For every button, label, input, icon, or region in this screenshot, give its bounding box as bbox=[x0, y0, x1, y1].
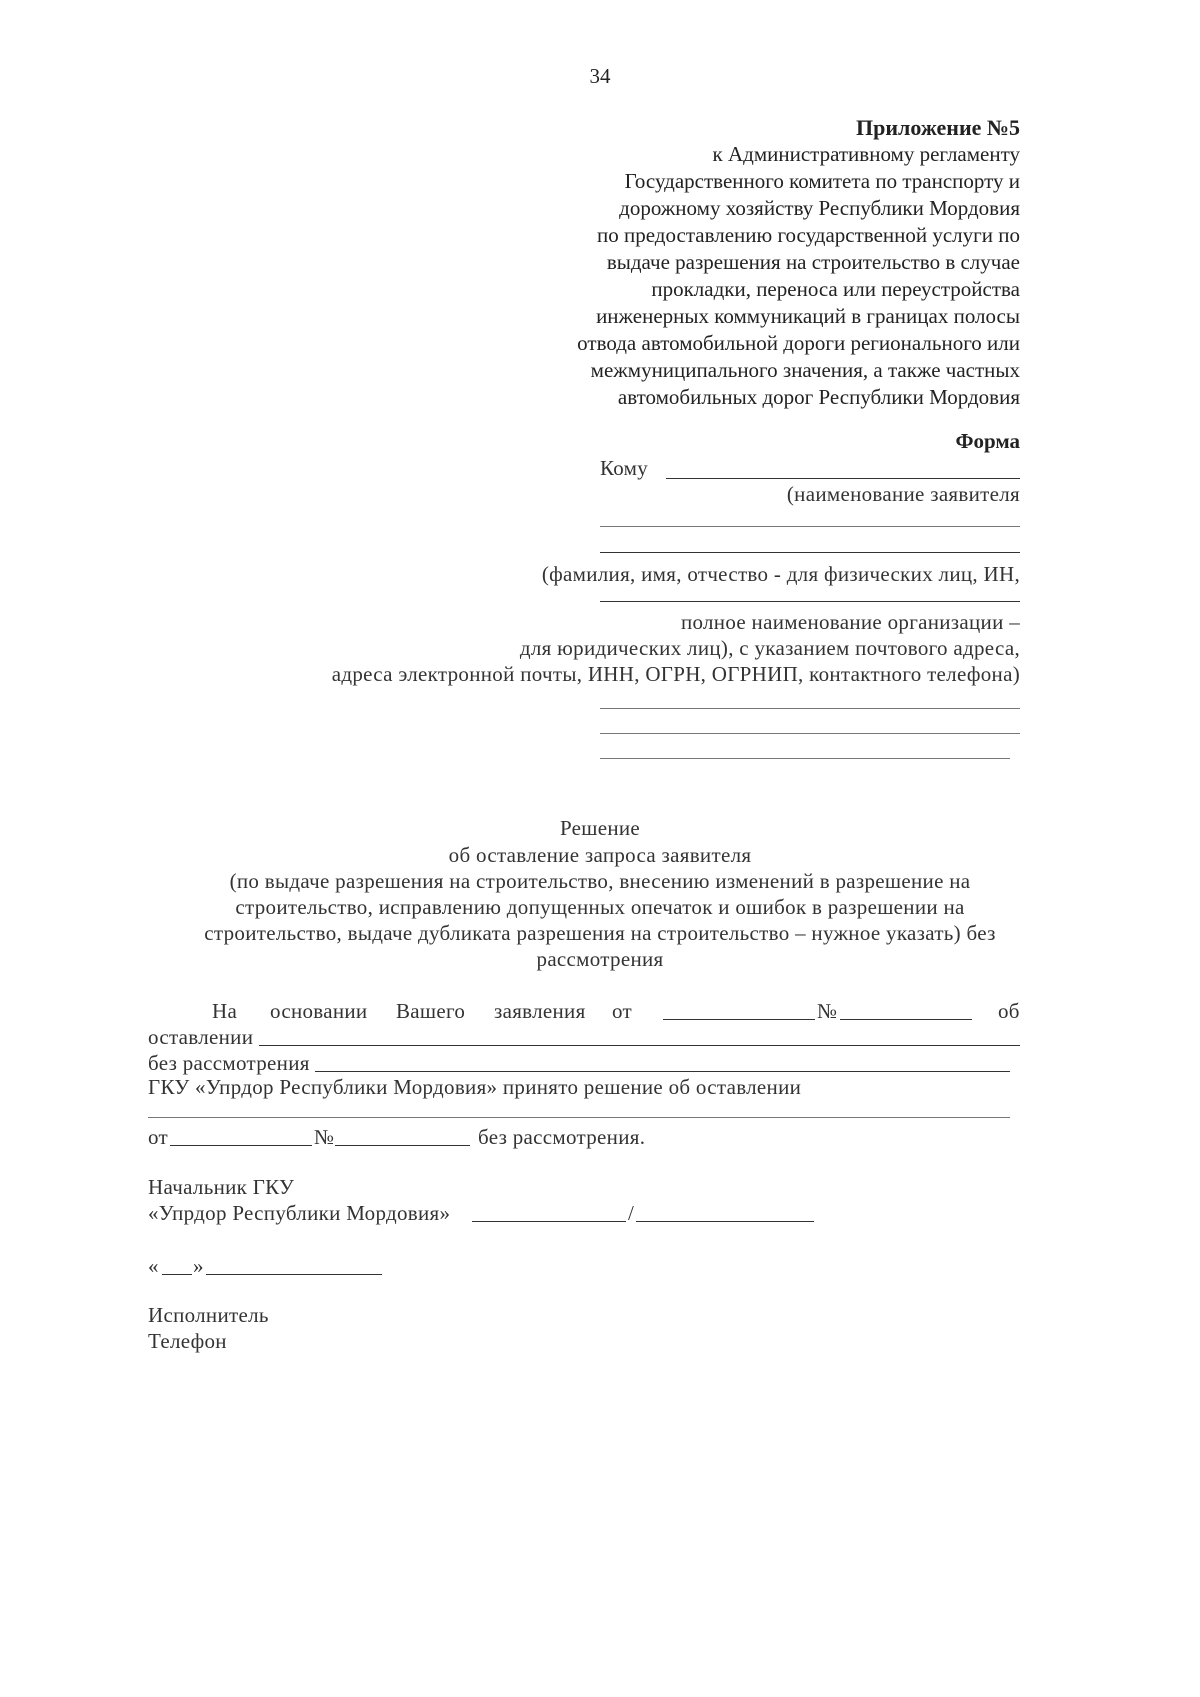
recipient-name-line bbox=[666, 478, 1020, 479]
phone-label: Телефон bbox=[148, 1329, 227, 1353]
body-word: от bbox=[612, 999, 633, 1023]
head-org: «Упрдор Республики Мордовия» bbox=[148, 1201, 451, 1225]
recipient-org-hint: для юридических лиц), с указанием почтового адреса, bbox=[519, 636, 1020, 660]
decision-line: об оставление запроса заявителя bbox=[448, 843, 752, 867]
appendix-line: Государственного комитета по транспорту и bbox=[624, 169, 1020, 193]
recipient-person-hint: (фамилия, имя, отчество - для физических лиц, ИН, bbox=[541, 562, 1020, 586]
date-line bbox=[170, 1145, 312, 1146]
form-label: Форма bbox=[955, 429, 1020, 453]
decision-line: строительство, исправлению допущенных опечаток и ошибок в разрешении на bbox=[235, 895, 965, 919]
decision-line: строительство, выдаче дубликата разрешения на строительство – нужное указать) без bbox=[204, 921, 996, 945]
appendix-line: к Административному регламенту bbox=[712, 142, 1020, 166]
date-line bbox=[663, 1019, 815, 1020]
body-gku-line: ГКУ «Упрдор Республики Мордовия» принято решение об оставлении bbox=[148, 1075, 802, 1099]
recipient-line bbox=[600, 733, 1020, 734]
to-label: Кому bbox=[600, 456, 649, 480]
recipient-line bbox=[600, 708, 1020, 709]
date-quote-close: » bbox=[193, 1254, 204, 1278]
month-year-line bbox=[206, 1274, 382, 1275]
decision-line: (по выдаче разрешения на строительство, внесению изменений в разрешение на bbox=[229, 869, 971, 893]
body-word: без рассмотрения bbox=[148, 1051, 310, 1075]
day-line bbox=[162, 1274, 192, 1275]
number-sign: № bbox=[817, 999, 838, 1023]
recipient-line bbox=[600, 552, 1020, 553]
appendix-line: выдаче разрешения на строительство в случае bbox=[606, 250, 1020, 274]
body-word: оставлении bbox=[148, 1025, 254, 1049]
body-word: об bbox=[998, 999, 1020, 1023]
head-title: Начальник ГКУ bbox=[148, 1175, 295, 1199]
date-quote-open: « bbox=[148, 1254, 159, 1278]
appendix-line: по предоставлению государственной услуги по bbox=[597, 223, 1020, 247]
name-line bbox=[636, 1221, 814, 1222]
fill-line bbox=[148, 1117, 1010, 1118]
signature-slash: / bbox=[628, 1201, 635, 1225]
recipient-line bbox=[600, 758, 1010, 759]
appendix-line: дорожному хозяйству Республики Мордовия bbox=[619, 196, 1020, 220]
body-word: На bbox=[212, 999, 238, 1023]
appendix-line: отвода автомобильной дороги регионального или bbox=[577, 331, 1020, 355]
recipient-line bbox=[600, 601, 1020, 602]
appendix-line: прокладки, переноса или переустройства bbox=[651, 277, 1020, 301]
appendix-line: автомобильных дорог Республики Мордовия bbox=[617, 385, 1020, 409]
appendix-title: Приложение №5 bbox=[856, 115, 1020, 140]
body-word: основании bbox=[270, 999, 368, 1023]
recipient-org-hint: полное наименование организации – bbox=[680, 610, 1020, 634]
appendix-line: инженерных коммуникаций в границах полосы bbox=[596, 304, 1020, 328]
recipient-name-hint: (наименование заявителя bbox=[786, 482, 1020, 506]
number-line bbox=[840, 1019, 972, 1020]
reason-line bbox=[315, 1071, 1010, 1072]
page-number: 34 bbox=[589, 64, 611, 88]
body-word: Вашего bbox=[396, 999, 466, 1023]
number-sign: № bbox=[314, 1125, 335, 1149]
body-word: от bbox=[148, 1125, 169, 1149]
body-word: без рассмотрения. bbox=[478, 1125, 646, 1149]
recipient-org-hint: адреса электронной почты, ИНН, ОГРН, ОГРНИП, контактного телефона) bbox=[331, 662, 1020, 686]
body-word: заявления bbox=[494, 999, 586, 1023]
decision-title: Решение bbox=[559, 816, 641, 840]
signature-line bbox=[472, 1221, 626, 1222]
number-line bbox=[335, 1145, 470, 1146]
appendix-line: межмуниципального значения, а также частных bbox=[590, 358, 1020, 382]
executor-label: Исполнитель bbox=[148, 1303, 269, 1327]
decision-line: рассмотрения bbox=[536, 947, 664, 971]
recipient-line bbox=[600, 526, 1020, 527]
subject-line bbox=[259, 1045, 1020, 1046]
